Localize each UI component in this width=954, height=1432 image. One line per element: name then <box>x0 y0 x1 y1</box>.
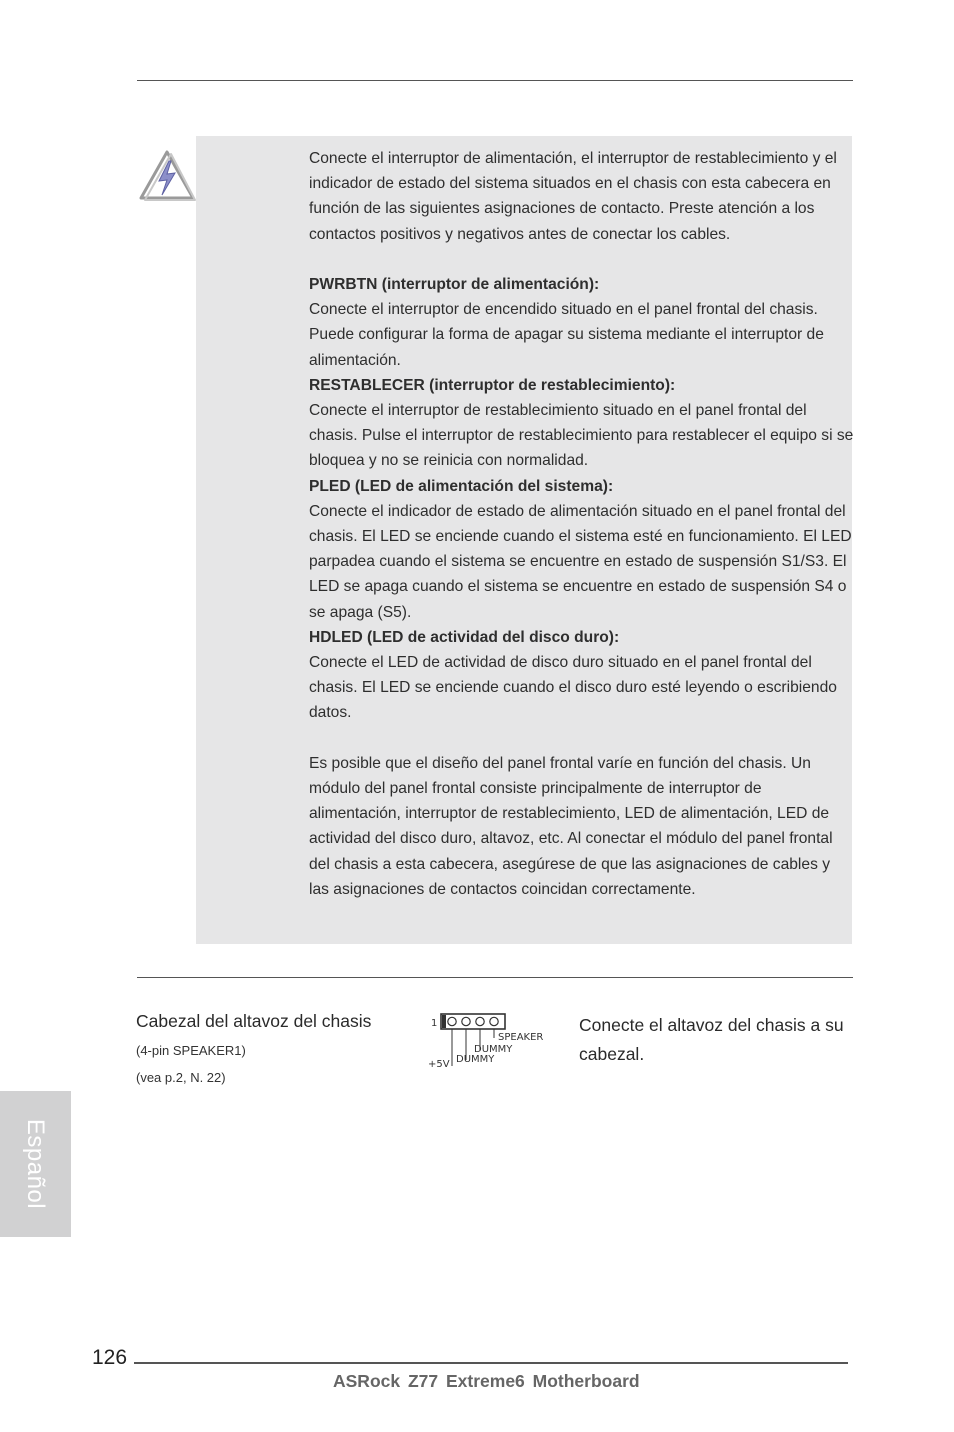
speaker-description: Conecte el altavoz del chasis a su cabezal. <box>579 1015 844 1064</box>
speaker-pin-label: (4-pin SPEAKER1) <box>136 1043 246 1058</box>
reset-body: Conecte el interruptor de restablecimiento situado en el panel frontal del chasis. Pulse el interruptor de restablecimiento para restablecer el equipo si se bloquea y no se reinicia con normalidad. <box>309 402 854 470</box>
pin1-label: 1 <box>431 1018 438 1029</box>
language-side-tab <box>0 1091 71 1237</box>
plus5v-pin-text: +5V <box>428 1059 450 1070</box>
footer-rule <box>134 1362 848 1364</box>
pled-heading: PLED (LED de alimentación del sistema): <box>309 477 614 495</box>
page-number: 126 <box>92 1346 128 1369</box>
hdled-body: Conecte el LED de actividad de disco duro situado en el panel frontal del chasis. El LED se enciende cuando el disco duro esté leyendo o escribiendo datos. <box>309 654 837 722</box>
speaker-pin-text: SPEAKER <box>498 1032 544 1043</box>
language-label: Español <box>22 1118 49 1210</box>
dummy-pin-text-2: DUMMY <box>456 1054 495 1065</box>
hdled-heading: HDLED (LED de actividad del disco duro): <box>309 628 620 646</box>
section-rule <box>137 977 853 978</box>
speaker-reference: (vea p.2, N. 22) <box>136 1070 226 1085</box>
footer-title: ASRock Z77 Extreme6 Motherboard <box>333 1371 640 1391</box>
dummy-pin-text-1: DUMMY <box>474 1044 513 1055</box>
note-intro: Conecte el interruptor de alimentación, el interruptor de restablecimiento y el indicador de estado del sistema situados en el chasis con esta cabecera en función de las siguientes asignaciones de contacto. Preste atención a los contactos positivos y negativos antes de conectar los cables. <box>309 150 837 243</box>
pwrbtn-heading: PWRBTN (interruptor de alimentación): <box>309 276 600 293</box>
speaker-pin-diagram <box>428 1010 558 1072</box>
pwrbtn-body: Conecte el interruptor de encendido situado en el panel frontal del chasis. Puede configurar la forma de apagar su sistema mediante el interruptor de alimentación. <box>309 301 824 369</box>
note-outro: Es posible que el diseño del panel frontal varíe en función del chasis. Un módulo del panel frontal consiste principalmente de interruptor de alimentación, interruptor de restablecimiento, LED de alimentación, LED de actividad del disco duro, altavoz, etc. Al conectar el módulo del panel frontal del chasis a esta cabecera, asegúrese de que las asignaciones de cables y las asignaciones de contactos coincidan correctamente. <box>309 754 833 898</box>
warning-lightning-icon <box>137 148 197 204</box>
note-text <box>309 146 854 902</box>
pled-body: Conecte el indicador de estado de alimentación situado en el panel frontal del chasis. El LED se enciende cuando el sistema esté en funcionamiento. El LED parpadea cuando el sistema se encuentre en estado de suspensión S1/S3. El LED se apaga cuando el sistema se encuentre en estado de suspensión S4 o se apaga (S5). <box>309 502 852 621</box>
reset-heading: RESTABLECER (interruptor de restablecimiento): <box>309 376 676 394</box>
top-rule <box>137 80 853 81</box>
speaker-header-title: Cabezal del altavoz del chasis <box>136 1011 372 1031</box>
